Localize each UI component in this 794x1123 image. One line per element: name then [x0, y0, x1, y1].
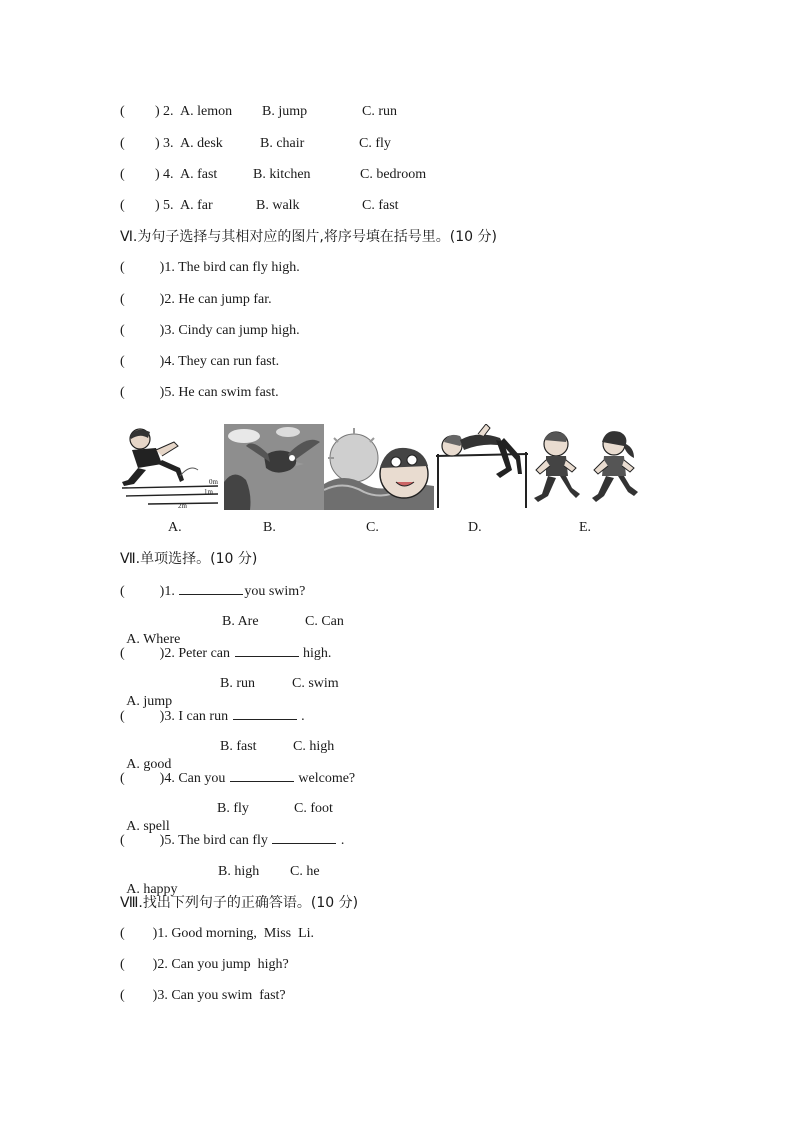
option-b: B. chair: [260, 136, 305, 151]
section7-question-3: [120, 707, 305, 726]
paren-close: ): [155, 167, 160, 182]
question-stem-pre: ( )3. I can run: [120, 709, 232, 724]
swimming-boy-picture: [324, 424, 434, 510]
section7-question-1: [120, 582, 305, 601]
option-c: C. swim: [292, 676, 339, 691]
section8-item-1: ( )1. Good morning, Miss Li.: [120, 926, 315, 941]
option-a: A. fast: [180, 167, 218, 182]
picture-label-a: A.: [168, 520, 182, 535]
section6-item-1: ( )1. The bird can fly high.: [120, 260, 300, 275]
section7-question-5: [120, 831, 344, 850]
section6-item-4: ( )4. They can run fast.: [120, 354, 280, 369]
option-c: C. fast: [362, 198, 399, 213]
section8-heading: Ⅷ.找出下列句子的正确答语。(10 分): [120, 895, 359, 911]
question-number: 3.: [163, 136, 174, 151]
question-stem-pre: ( )1.: [120, 584, 179, 599]
paren-open: (: [120, 198, 125, 213]
question-number: 4.: [163, 167, 174, 182]
option-c: C. Can: [305, 614, 344, 629]
answer-blank: [230, 769, 294, 782]
section7-question-4: [120, 769, 355, 788]
option-a: A. Where: [126, 632, 181, 647]
question-stem-post: you swim?: [244, 584, 306, 599]
option-c: C. he: [290, 864, 320, 879]
flying-bird-picture: [224, 424, 324, 510]
long-jump-picture: [118, 424, 224, 510]
option-a: A. far: [180, 198, 213, 213]
option-c: C. bedroom: [360, 167, 427, 182]
section6-heading: Ⅵ.为句子选择与其相对应的图片,将序号填在括号里。(10 分): [120, 229, 498, 245]
picture-label-e: E.: [579, 520, 592, 535]
option-b: B. Are: [222, 614, 259, 629]
picture-label-c: C.: [366, 520, 379, 535]
question-stem-pre: ( )4. Can you: [120, 771, 229, 786]
section6-item-3: ( )3. Cindy can jump high.: [120, 323, 300, 338]
paren-open: (: [120, 104, 125, 119]
answer-blank: [235, 644, 299, 657]
option-b: B. fly: [217, 801, 249, 816]
running-children-picture: [530, 424, 644, 510]
option-b: B. walk: [256, 198, 300, 213]
option-b: B. kitchen: [253, 167, 311, 182]
paren-open: (: [120, 136, 125, 151]
section6-item-5: ( )5. He can swim fast.: [120, 385, 279, 400]
section6-item-2: ( )2. He can jump far.: [120, 292, 272, 307]
question-stem-post: welcome?: [294, 771, 356, 786]
high-jump-picture: [434, 424, 530, 510]
question-stem-post: .: [337, 833, 345, 848]
mark-2m: 2m: [178, 502, 187, 510]
mark-0m: 0m: [209, 478, 218, 486]
answer-blank: [179, 582, 243, 595]
option-c: C. fly: [359, 136, 391, 151]
paren-close: ): [155, 136, 160, 151]
option-a: A. desk: [180, 136, 223, 151]
option-a: A. jump: [126, 694, 173, 709]
paren-open: (: [120, 167, 125, 182]
section7-heading: Ⅶ.单项选择。(10 分): [120, 551, 258, 567]
question-number: 2.: [163, 104, 174, 119]
question-number: 5.: [163, 198, 174, 213]
option-a: A. good: [126, 757, 172, 772]
answer-blank: [233, 707, 297, 720]
question-stem-pre: ( )5. The bird can fly: [120, 833, 272, 848]
option-c: C. high: [293, 739, 335, 754]
answer-blank: [272, 831, 336, 844]
question-stem-post: .: [297, 709, 305, 724]
option-a: A. happy: [126, 882, 178, 897]
question-stem-post: high.: [299, 646, 332, 661]
picture-label-b: B.: [263, 520, 276, 535]
question-number: ): [155, 104, 160, 119]
section8-item-2: ( )2. Can you jump high?: [120, 957, 289, 972]
option-a: A. spell: [126, 819, 170, 834]
mark-1m: 1m: [204, 488, 213, 496]
section8-item-3: ( )3. Can you swim fast?: [120, 988, 286, 1003]
option-b: B. run: [220, 676, 255, 691]
option-a: A. lemon: [180, 104, 233, 119]
question-stem-pre: ( )2. Peter can: [120, 646, 234, 661]
option-b: B. high: [218, 864, 260, 879]
paren-close: ): [155, 198, 160, 213]
option-b: B. jump: [262, 104, 308, 119]
option-c: C. run: [362, 104, 397, 119]
option-b: B. fast: [220, 739, 257, 754]
section7-question-2: [120, 644, 331, 663]
picture-label-d: D.: [468, 520, 482, 535]
option-c: C. foot: [294, 801, 333, 816]
